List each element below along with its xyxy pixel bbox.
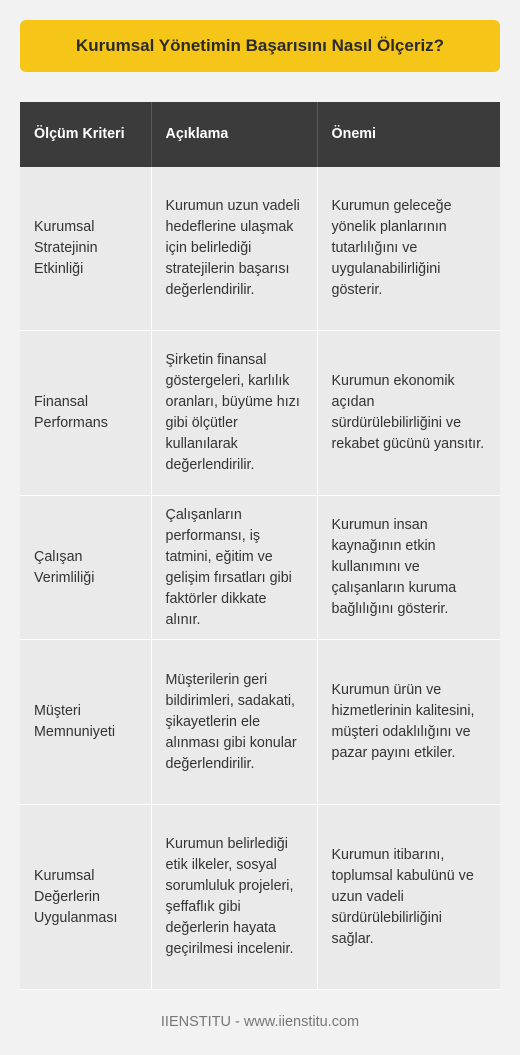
importance-cell: Kurumun insan kaynağının etkin kullanımını ve çalışanların kuruma bağlılığını gösterir. <box>317 496 500 640</box>
footer-credit: IIENSTITU - www.iienstitu.com <box>160 1014 360 1030</box>
table-row <box>20 331 500 496</box>
criterion-cell: Kurumsal Değerlerin Uygulanması <box>20 805 151 990</box>
criterion-cell: Müşteri Memnuniyeti <box>20 640 151 805</box>
column-header-importance: Önemi <box>317 102 500 167</box>
table-row <box>20 496 500 640</box>
criterion-cell: Çalışan Verimliliği <box>20 496 151 640</box>
criteria-table <box>20 102 500 990</box>
criterion-cell: Finansal Performans <box>20 331 151 496</box>
page-title: Kurumsal Yönetimin Başarısını Nasıl Ölçeriz? <box>20 20 500 72</box>
table-header-row <box>20 102 500 167</box>
description-cell: Müşterilerin geri bildirimleri, sadakati, şikayetlerin ele alınması gibi konular değerlendirilir. <box>151 640 317 805</box>
table-row <box>20 805 500 990</box>
column-header-criterion: Ölçüm Kriteri <box>20 102 151 167</box>
table-row <box>20 167 500 331</box>
importance-cell: Kurumun itibarını, toplumsal kabulünü ve uzun vadeli sürdürülebilirliğini sağlar. <box>317 805 500 990</box>
importance-cell: Kurumun ürün ve hizmetlerinin kalitesini, müşteri odaklılığını ve pazar payını etkiler. <box>317 640 500 805</box>
description-cell: Çalışanların performansı, iş tatmini, eğitim ve gelişim fırsatları gibi faktörler dikkate alınır. <box>151 496 317 640</box>
description-cell: Kurumun uzun vadeli hedeflerine ulaşmak için belirlediği stratejilerin başarısı değerlendirilir. <box>151 167 317 331</box>
importance-cell: Kurumun ekonomik açıdan sürdürülebilirliğini ve rekabet gücünü yansıtır. <box>317 331 500 496</box>
column-header-description: Açıklama <box>151 102 317 167</box>
importance-cell: Kurumun geleceğe yönelik planlarının tutarlılığını ve uygulanabilirliğini gösterir. <box>317 167 500 331</box>
description-cell: Şirketin finansal göstergeleri, karlılık oranları, büyüme hızı gibi ölçütler kullanılarak değerlendirilir. <box>151 331 317 496</box>
description-cell: Kurumun belirlediği etik ilkeler, sosyal sorumluluk projeleri, şeffaflık gibi değerlerin hayata geçirilmesi incelenir. <box>151 805 317 990</box>
criterion-cell: Kurumsal Stratejinin Etkinliği <box>20 167 151 331</box>
table-row <box>20 640 500 805</box>
